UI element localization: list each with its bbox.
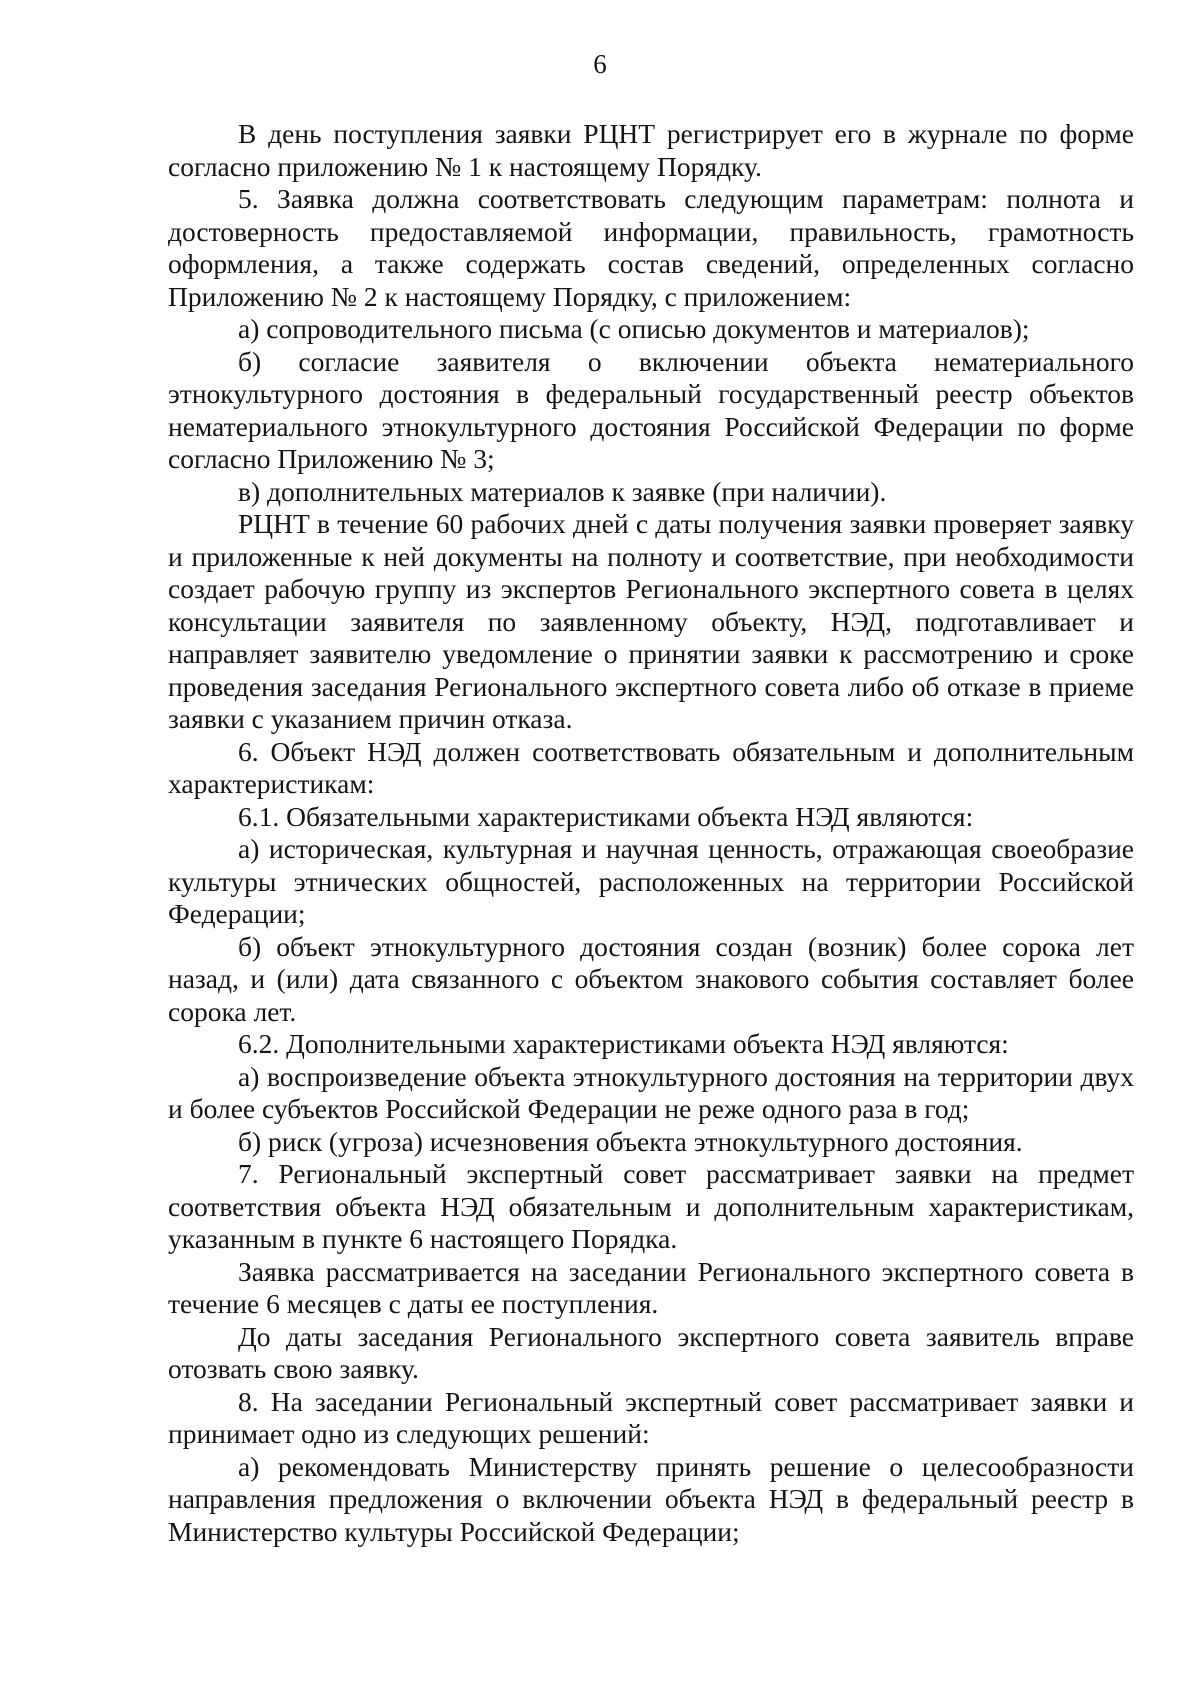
document-body — [168, 118, 1134, 1548]
paragraph-5-requirements: 5. Заявка должна соответствовать следующим параметрам: полнота и достоверность предоставляемой информации, правильность, грамотность оформления, а также содержать состав сведений, определенных согласно Приложению № 2 к настоящему Порядку, с приложением: — [168, 183, 1134, 312]
paragraph-registration: В день поступления заявки РЦНТ регистрирует его в журнале по форме согласно приложению № 1 к настоящему Порядку. — [168, 118, 1134, 182]
paragraph-8-decisions: 8. На заседании Региональный экспертный совет рассматривает заявки и принимает одно из следующих решений: — [168, 1385, 1134, 1449]
page-number: 6 — [593, 49, 607, 79]
paragraph-6-characteristics: 6. Объект НЭД должен соответствовать обязательным и дополнительным характеристикам: — [168, 735, 1134, 799]
paragraph-6-1-mandatory: 6.1. Обязательными характеристиками объекта НЭД являются: — [238, 800, 974, 832]
paragraph-5b-consent: б) согласие заявителя о включении объекта нематериального этнокультурного достояния в федеральный государственный реестр объектов нематериального этнокультурного достояния Российской Федерации по форме согласно Приложению № 3; — [168, 345, 1134, 474]
paragraph-5a-cover-letter: а) сопроводительного письма (с описью документов и материалов); — [238, 313, 1030, 344]
paragraph-7-withdrawal: До даты заседания Регионального экспертного совета заявитель вправе отозвать свою заявку. — [168, 1320, 1134, 1384]
paragraph-6-1a-value: а) историческая, культурная и научная ценность, отражающая своеобразие культуры этнических общностей, расположенных на территории Российской Федерации; — [168, 833, 1134, 929]
paragraph-6-2b-risk: б) риск (угроза) исчезновения объекта этнокультурного достояния. — [238, 1125, 1023, 1157]
paragraph-6-1b-age: б) объект этнокультурного достояния создан (возник) более сорока лет назад, и (или) дата связанного с объектом знакового события составляет более сорока лет. — [168, 930, 1134, 1027]
paragraph-6-2-additional: 6.2. Дополнительными характеристиками объекта НЭД являются: — [238, 1028, 1009, 1059]
paragraph-rcnt-review: РЦНТ в течение 60 рабочих дней с даты получения заявки проверяет заявку и приложенные к ней документы на полноту и соответствие, при необходимости создает рабочую группу из экспертов Регионального экспертного совета в целях консультации заявителя по заявленному объекту, НЭД, подготавливает и направляет заявителю уведомление о принятии заявки к рассмотрению и сроке проведения заседания Регионального экспертного совета либо об отказе в приеме заявки с указанием причин отказа. — [168, 508, 1134, 734]
paragraph-7-timeframe: Заявка рассматривается на заседании Регионального экспертного совета в течение 6 месяцев с даты ее поступления. — [168, 1255, 1134, 1319]
paragraph-6-2a-reproduction: а) воспроизведение объекта этнокультурного достояния на территории двух и более субъектов Российской Федерации не реже одного раза в год; — [168, 1060, 1134, 1124]
paragraph-8a-recommend: а) рекомендовать Министерству принять решение о целесообразности направления предложения о включении объекта НЭД в федеральный реестр в Министерство культуры Российской Федерации; — [168, 1450, 1134, 1547]
paragraph-5v-additional-materials: в) дополнительных материалов к заявке (при наличии). — [238, 475, 887, 507]
paragraph-7-council-review: 7. Региональный экспертный совет рассматривает заявки на предмет соответствия объекта НЭД обязательным и дополнительным характеристикам, указанным в пункте 6 настоящего Порядка. — [168, 1158, 1134, 1254]
